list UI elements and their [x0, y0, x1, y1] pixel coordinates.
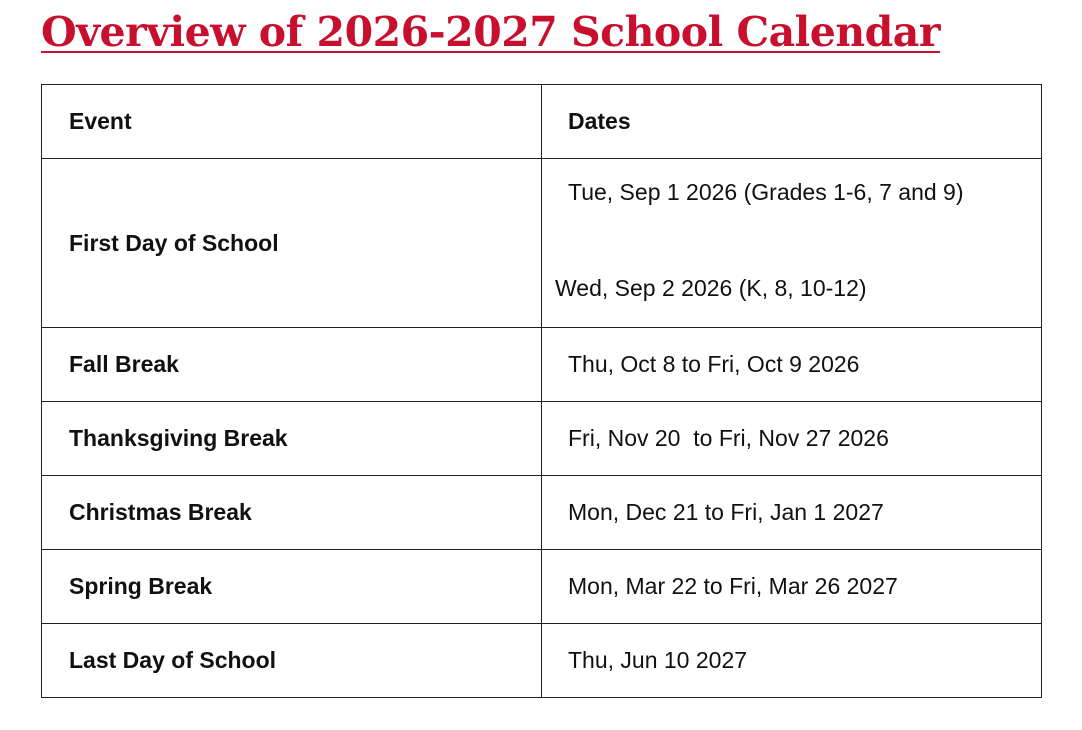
dates-cell: Mon, Dec 21 to Fri, Jan 1 2027	[542, 476, 1042, 550]
event-cell: Thanksgiving Break	[42, 402, 542, 476]
event-cell: Last Day of School	[42, 624, 542, 698]
column-header-dates: Dates	[542, 85, 1042, 159]
dates-cell: Thu, Jun 10 2027	[542, 624, 1042, 698]
event-cell: Fall Break	[42, 328, 542, 402]
date-text: Wed, Sep 2 2026 (K, 8, 10-12)	[555, 275, 867, 301]
school-calendar-table	[41, 84, 1042, 698]
dates-cell: Thu, Oct 8 to Fri, Oct 9 2026	[542, 328, 1042, 402]
dates-cell: Mon, Mar 22 to Fri, Mar 26 2027	[542, 550, 1042, 624]
event-cell: Christmas Break	[42, 476, 542, 550]
column-header-event: Event	[42, 85, 542, 159]
dates-cell: Fri, Nov 20 to Fri, Nov 27 2026	[542, 402, 1042, 476]
event-cell: Spring Break	[42, 550, 542, 624]
table-row	[42, 159, 1042, 328]
event-cell: First Day of School	[42, 159, 542, 328]
table-header-row	[42, 85, 1042, 159]
page-title[interactable]: Overview of 2026-2027 School Calendar	[41, 8, 940, 56]
dates-cell	[542, 159, 1042, 328]
table-row	[42, 624, 1042, 698]
table-row	[42, 402, 1042, 476]
date-text: Tue, Sep 1 2026 (Grades 1-6, 7 and 9)	[568, 179, 964, 205]
table-row	[42, 328, 1042, 402]
table-row	[42, 550, 1042, 624]
table-row	[42, 476, 1042, 550]
